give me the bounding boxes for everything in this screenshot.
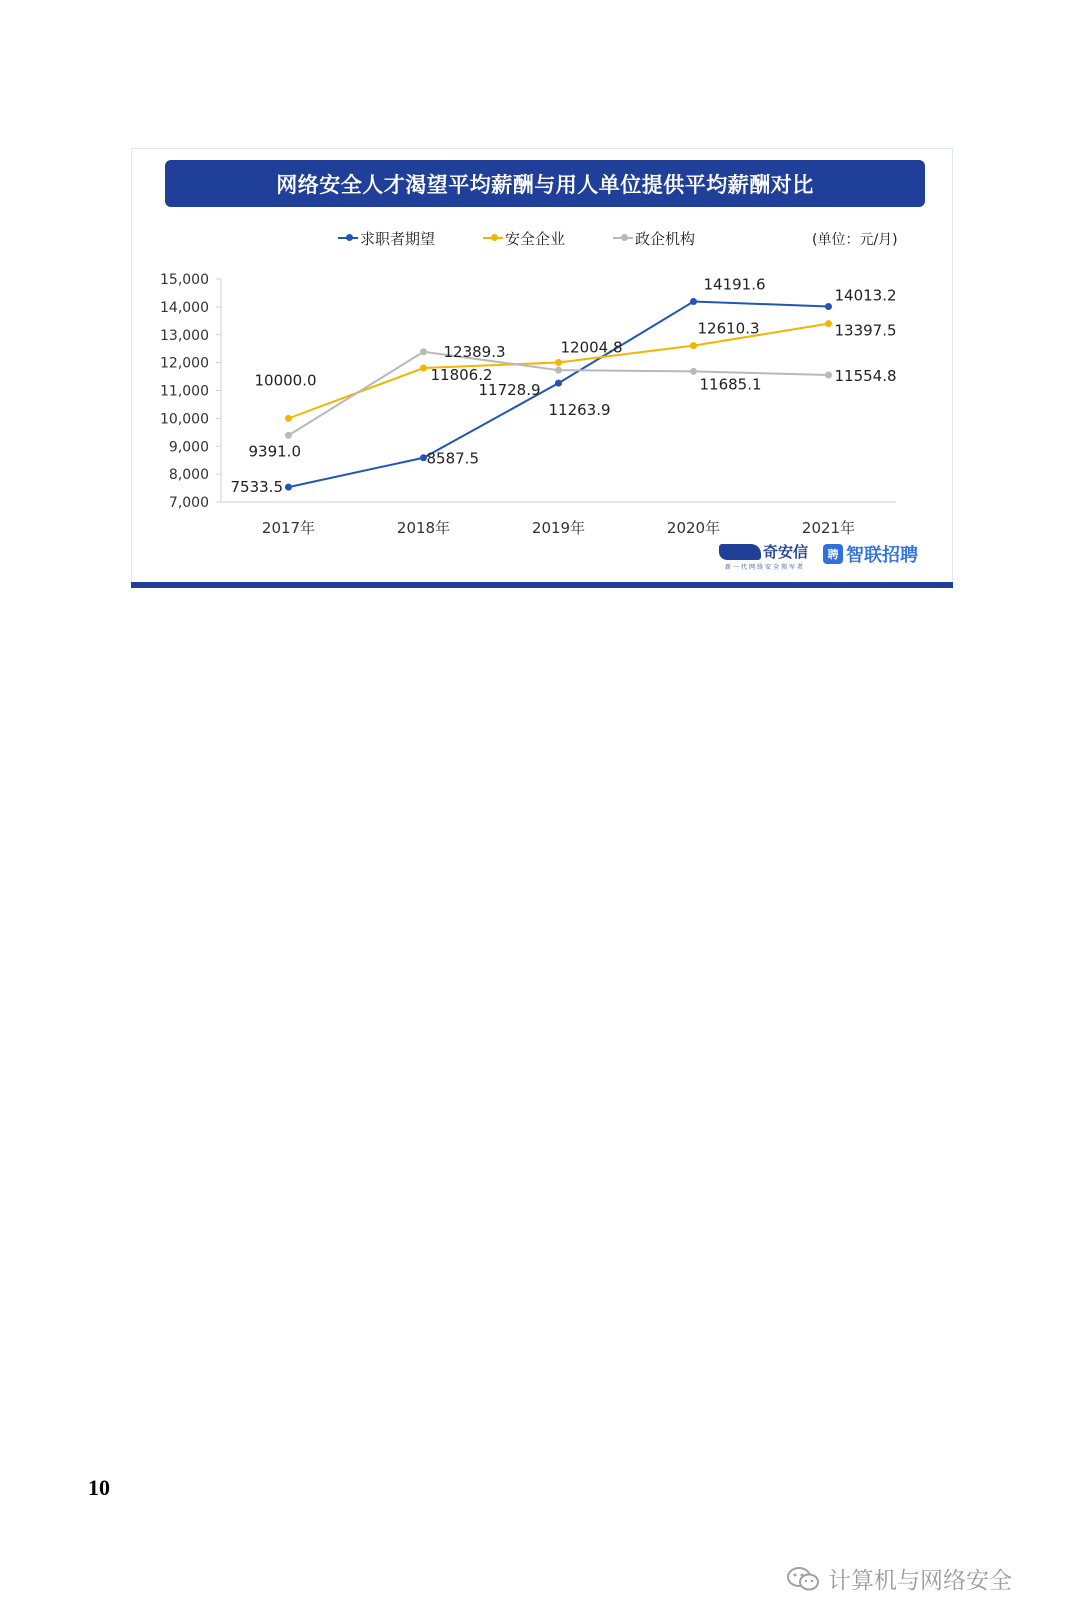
zhilian-mark-icon: 聘 <box>823 544 843 564</box>
data-point <box>285 484 292 491</box>
qianxin-mark-icon <box>719 544 761 560</box>
chart-bottom-rule <box>131 582 953 588</box>
data-point <box>420 365 427 372</box>
data-label: 11263.9 <box>548 401 611 420</box>
x-tick-label: 2019年 <box>531 519 586 535</box>
legend-swatch-icon <box>483 232 503 244</box>
y-tick-label: 13,000 <box>160 327 209 344</box>
data-label: 11554.8 <box>834 367 897 386</box>
data-label: 7533.5 <box>230 478 283 497</box>
legend-item-expect <box>338 228 435 249</box>
data-label: 12004.8 <box>560 338 623 357</box>
data-label: 9391.0 <box>248 442 301 461</box>
data-label: 10000.0 <box>254 371 317 390</box>
data-label: 12389.3 <box>443 342 506 361</box>
page-number: 10 <box>88 1475 110 1500</box>
data-point <box>555 380 562 387</box>
qianxin-name: 奇安信 <box>763 543 809 561</box>
data-point <box>690 342 697 349</box>
chart-data-labels <box>231 276 897 497</box>
qianxin-logo <box>719 541 811 571</box>
data-point <box>825 320 832 327</box>
qianxin-slogan: 新一代网络安全领军者 <box>725 564 806 571</box>
data-point <box>690 298 697 305</box>
x-tick-label: 2021年 <box>801 519 856 535</box>
zhilian-name: 智联招聘 <box>846 545 918 566</box>
legend-label: 安全企业 <box>505 229 566 248</box>
data-point <box>825 303 832 310</box>
legend-item-gov <box>613 228 695 249</box>
data-label: 14191.6 <box>703 275 766 294</box>
data-label: 13397.5 <box>834 321 897 340</box>
legend-swatch-icon <box>613 232 633 244</box>
legend-label: 政企机构 <box>635 229 696 248</box>
y-tick-label: 10,000 <box>160 411 209 428</box>
y-tick-label: 9,000 <box>168 439 209 456</box>
x-tick-label: 2020年 <box>666 519 721 535</box>
data-point <box>825 372 832 379</box>
zhilian-logo <box>823 542 918 566</box>
data-point <box>420 348 427 355</box>
data-point <box>555 367 562 374</box>
data-point <box>285 415 292 422</box>
data-label: 11728.9 <box>478 381 541 400</box>
data-point <box>690 368 697 375</box>
watermark-text: 计算机与网络安全 <box>828 1568 1012 1594</box>
data-label: 11806.2 <box>430 366 493 385</box>
data-point <box>555 359 562 366</box>
legend-item-security-firm <box>483 228 565 249</box>
data-label: 11685.1 <box>699 375 762 394</box>
legend-swatch-icon <box>338 232 358 244</box>
data-point <box>285 432 292 439</box>
chart-title: 网络安全人才渴望平均薪酬与用人单位提供平均薪酬对比 <box>165 160 925 207</box>
unit-note: (单位：元/月) <box>812 232 898 248</box>
y-tick-label: 12,000 <box>160 355 209 372</box>
data-label: 12610.3 <box>697 319 760 338</box>
wechat-icon <box>786 1566 820 1592</box>
x-tick-label: 2018年 <box>396 519 451 535</box>
y-tick-label: 8,000 <box>168 467 209 484</box>
watermark <box>786 1562 1012 1595</box>
y-tick-label: 14,000 <box>160 299 209 316</box>
y-tick-label: 15,000 <box>160 272 209 288</box>
legend-label: 求职者期望 <box>360 229 436 248</box>
data-label: 14013.2 <box>834 286 897 305</box>
line-chart <box>131 260 951 535</box>
y-tick-label: 7,000 <box>168 495 209 511</box>
data-label: 8587.5 <box>426 449 479 468</box>
y-tick-label: 11,000 <box>160 383 209 400</box>
x-tick-label: 2017年 <box>261 519 316 535</box>
chart-legend <box>338 226 743 250</box>
